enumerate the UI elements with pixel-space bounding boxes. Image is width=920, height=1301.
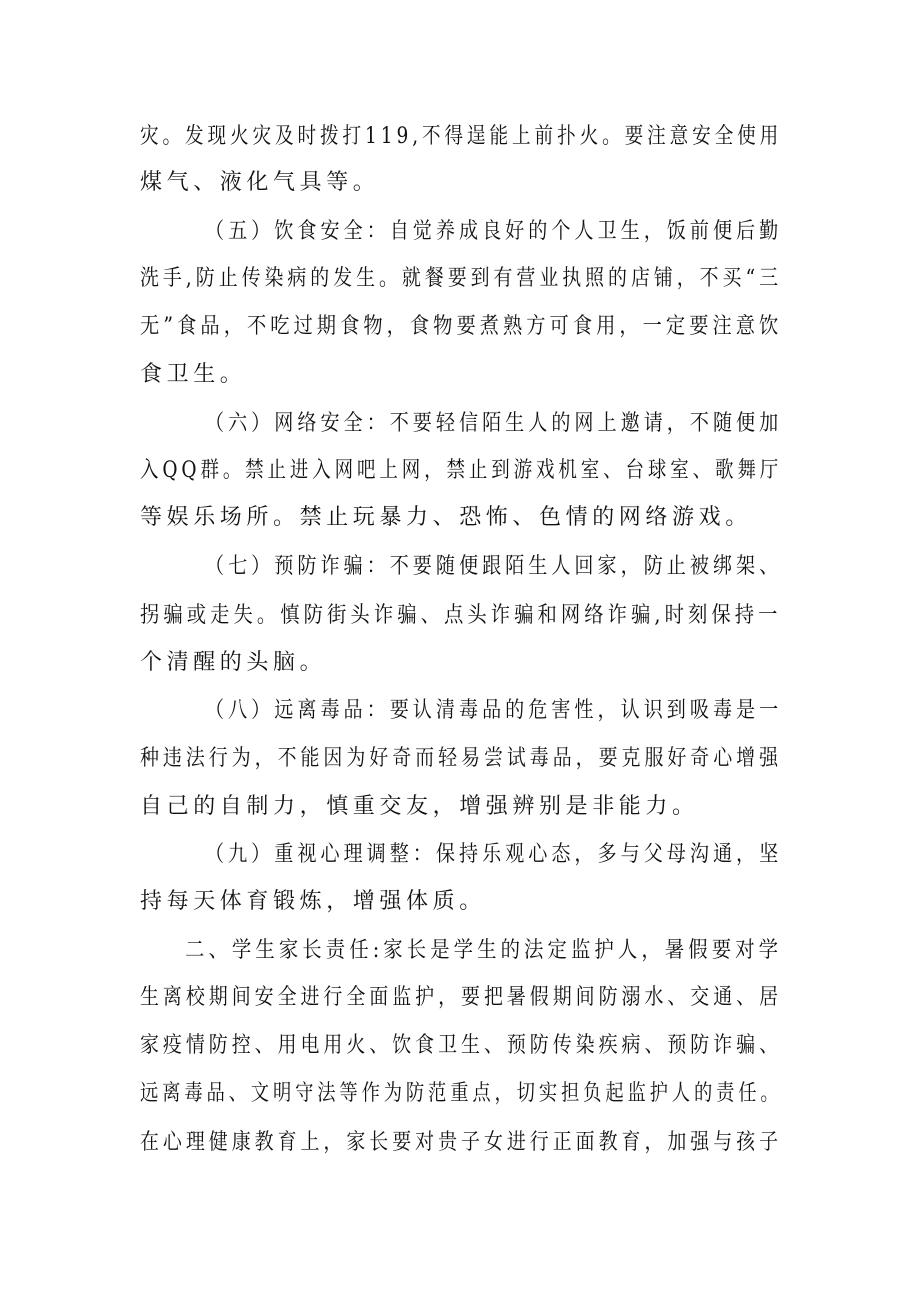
text-line: 洗手,防止传染病的发生。就餐要到有营业执照的店铺，不买“三 (140, 266, 783, 291)
text-line: 自己的自制力，慎重交友，增强辨别是非能力。 (140, 794, 699, 819)
text-line: 个清醒的头脑。 (140, 650, 327, 675)
text-line: （五）饮食安全：自觉养成良好的个人卫生，饭前便后勤 (205, 219, 783, 244)
text-line: 二、学生家长责任:家长是学生的法定监护人，暑假要对学 (185, 938, 783, 963)
text-line: （七）预防诈骗：不要随便跟陌生人回家，防止被绑架、 (205, 554, 783, 579)
text-line: 种违法行为，不能因为好奇而轻易尝试毒品，要克服好奇心增强 (140, 746, 783, 771)
text-line: 持每天体育锻炼，增强体质。 (140, 889, 486, 914)
text-line: 拐骗或走失。慎防街头诈骗、点头诈骗和网络诈骗,时刻保持一 (140, 603, 782, 628)
text-line: 在心理健康教育上，家长要对贵子女进行正面教育，加强与孩子 (140, 1130, 783, 1155)
text-line: （九）重视心理调整：保持乐观心态，多与父母沟通，坚 (205, 842, 783, 867)
text-line: （六）网络安全：不要轻信陌生人的网上邀请，不随便加 (205, 411, 783, 436)
text-line: 远离毒品、文明守法等作为防范重点，切实担负起监护人的责任。 (140, 1081, 783, 1106)
text-line: 等娱乐场所。禁止玩暴力、恐怖、色情的网络游戏。 (140, 505, 752, 530)
text-line: 食卫生。 (140, 362, 247, 387)
text-line: 灾。发现火灾及时拨打119,不得逞能上前扑火。要注意安全使用 (140, 124, 783, 149)
text-line: 家疫情防控、用电用火、饮食卫生、预防传染疾病、预防诈骗、 (140, 1033, 783, 1058)
text-line: （八）远离毒品：要认清毒品的危害性，认识到吸毒是一 (205, 698, 783, 723)
text-line: 无”食品，不吃过期食物，食物要煮熟方可食用，一定要注意饮 (140, 314, 783, 339)
text-line: 入QQ群。禁止进入网吧上网，禁止到游戏机室、台球室、歌舞厅 (140, 458, 783, 483)
text-line: 煤气、液化气具等。 (140, 170, 380, 195)
text-line: 生离校期间安全进行全面监护，要把暑假期间防溺水、交通、居 (140, 985, 783, 1010)
